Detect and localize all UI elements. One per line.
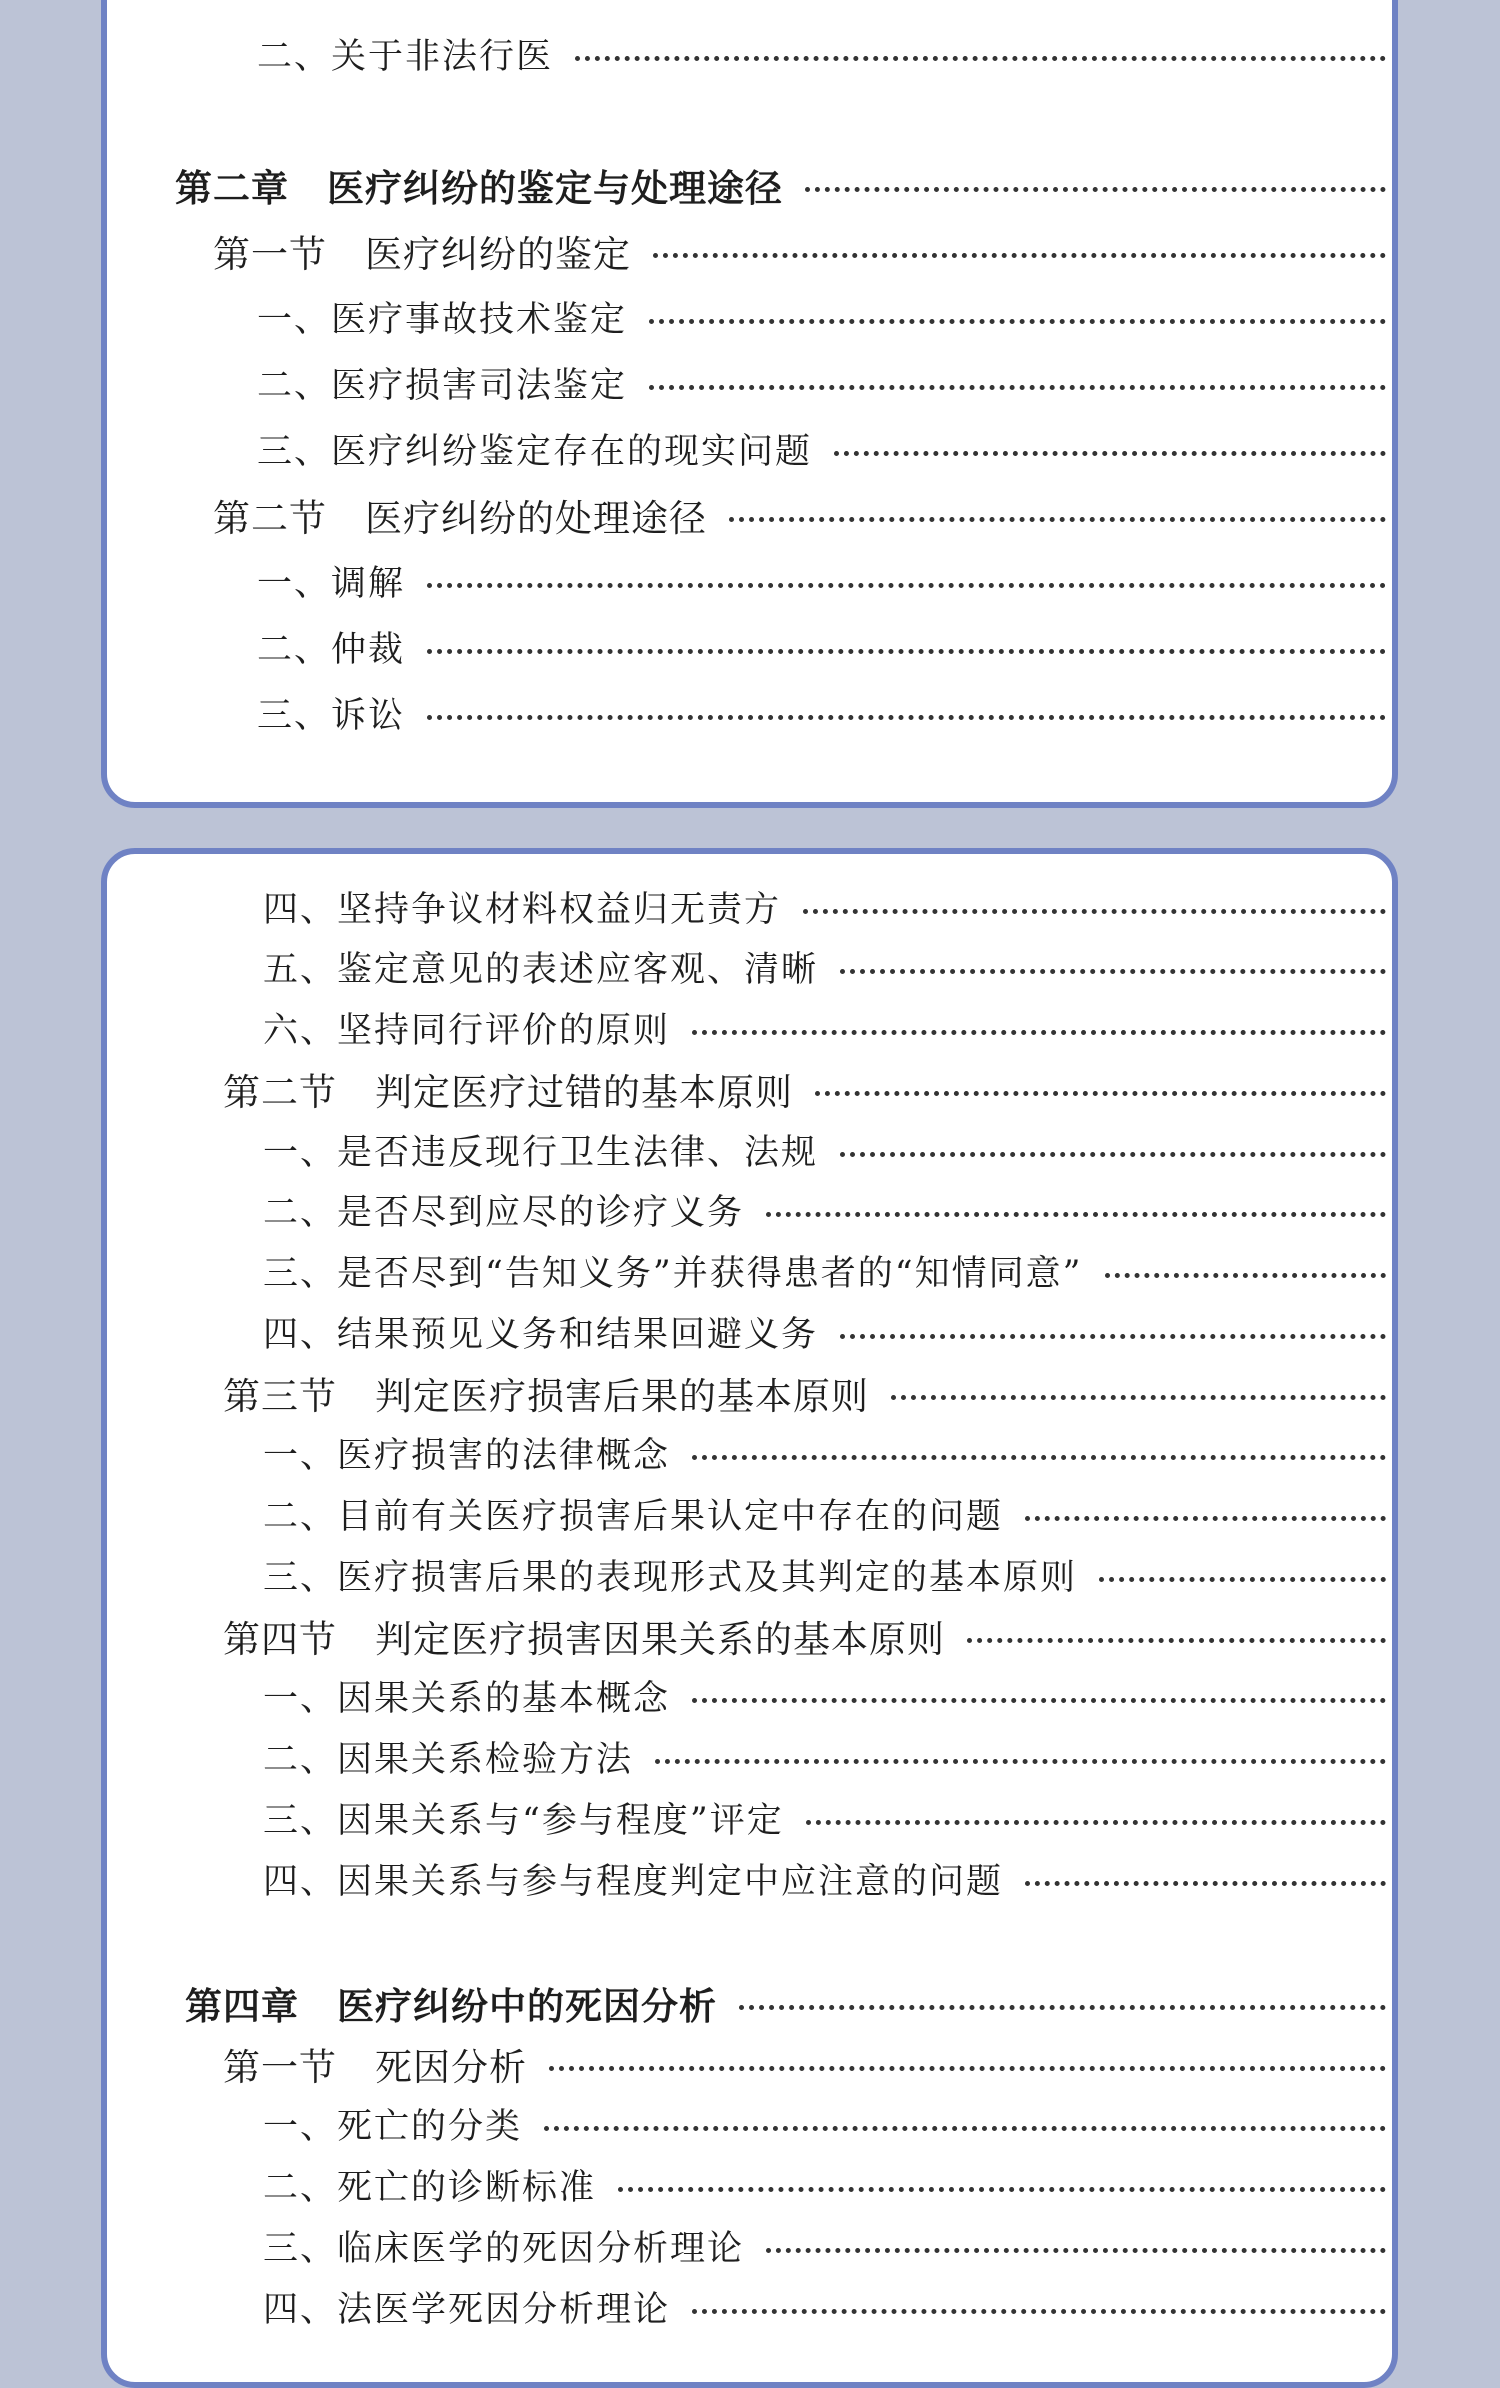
- toc-chapter-text: 第四章 医疗纠纷中的死因分析: [185, 1985, 717, 2028]
- dot-leader: [549, 2066, 1386, 2071]
- toc-item: [107, 2280, 1392, 2334]
- toc-section-text: 第二节 医疗纠纷的处理途径: [213, 497, 707, 540]
- toc-item: [107, 554, 1392, 608]
- toc-item-text: 二、是否尽到应尽的诊疗义务: [263, 1193, 745, 1233]
- toc-item: [107, 422, 1392, 476]
- toc-item: [107, 1487, 1392, 1541]
- toc-item: [107, 940, 1392, 994]
- toc-item-text: 三、因果关系与“参与程度”评定: [263, 1801, 784, 1841]
- dot-leader: [653, 253, 1386, 258]
- dot-leader: [967, 1638, 1386, 1643]
- toc-chapter: [107, 1976, 1392, 2030]
- toc-item-text: 四、坚持争议材料权益归无责方: [263, 890, 782, 930]
- toc-item-text: 三、是否尽到“告知义务”并获得患者的“知情同意”: [263, 1254, 1083, 1294]
- toc-item: [107, 1791, 1392, 1845]
- toc-item: [107, 1852, 1392, 1906]
- toc-item: [107, 620, 1392, 674]
- toc-item-text: 六、坚持同行评价的原则: [263, 1011, 671, 1051]
- toc-section-text: 第一节 医疗纠纷的鉴定: [213, 233, 631, 276]
- toc-item: [107, 1426, 1392, 1480]
- toc-item: [107, 2219, 1392, 2273]
- toc-section: [107, 1366, 1392, 1420]
- toc-panel-top: [101, 0, 1398, 808]
- toc-item-text: 五、鉴定意见的表述应客观、清晰: [263, 950, 819, 990]
- toc-section: [107, 2037, 1392, 2091]
- dot-leader: [427, 715, 1386, 720]
- toc-item: [107, 1183, 1392, 1237]
- toc-item-text: 二、医疗损害司法鉴定: [257, 366, 628, 406]
- dot-leader: [692, 2309, 1386, 2314]
- toc-item: [107, 686, 1392, 740]
- toc-item-text: 一、医疗事故技术鉴定: [257, 300, 628, 340]
- dot-leader: [739, 2005, 1386, 2010]
- dot-leader: [618, 2187, 1386, 2192]
- toc-chapter-text: 第二章 医疗纠纷的鉴定与处理途径: [175, 167, 783, 210]
- dot-leader: [692, 1030, 1386, 1035]
- dot-leader: [805, 187, 1386, 192]
- toc-item: [107, 27, 1392, 81]
- toc-item: [107, 1244, 1392, 1298]
- dot-leader: [1025, 1881, 1386, 1886]
- toc-section-text: 第三节 判定医疗损害后果的基本原则: [223, 1375, 869, 1418]
- toc-item-text: 三、医疗损害后果的表现形式及其判定的基本原则: [263, 1558, 1078, 1598]
- dot-leader: [692, 1698, 1386, 1703]
- toc-item: [107, 1123, 1392, 1177]
- toc-item: [107, 880, 1392, 934]
- toc-panel-bottom: [101, 848, 1398, 2388]
- toc-section-text: 第一节 死因分析: [223, 2046, 527, 2089]
- toc-item-text: 一、医疗损害的法律概念: [263, 1436, 671, 1476]
- toc-section-text: 第四节 判定医疗损害因果关系的基本原则: [223, 1618, 945, 1661]
- toc-item-text: 四、结果预见义务和结果回避义务: [263, 1315, 819, 1355]
- dot-leader: [649, 385, 1386, 390]
- toc-item: [107, 290, 1392, 344]
- toc-item-text: 三、诉讼: [257, 696, 406, 736]
- toc-chapter: [107, 158, 1392, 212]
- toc-item-text: 一、是否违反现行卫生法律、法规: [263, 1133, 819, 1173]
- toc-item-text: 三、临床医学的死因分析理论: [263, 2229, 745, 2269]
- toc-item: [107, 2158, 1392, 2212]
- dot-leader: [655, 1759, 1386, 1764]
- toc-item-text: 二、因果关系检验方法: [263, 1740, 634, 1780]
- dot-leader: [427, 649, 1386, 654]
- toc-item-text: 四、法医学死因分析理论: [263, 2290, 671, 2330]
- dot-leader: [1025, 1516, 1386, 1521]
- dot-leader: [834, 451, 1386, 456]
- dot-leader: [766, 1212, 1386, 1217]
- toc-item-text: 二、目前有关医疗损害后果认定中存在的问题: [263, 1497, 1004, 1537]
- toc-section-text: 第二节 判定医疗过错的基本原则: [223, 1071, 793, 1114]
- toc-section: [107, 224, 1392, 278]
- toc-item-text: 三、医疗纠纷鉴定存在的现实问题: [257, 432, 813, 472]
- toc-item-text: 二、关于非法行医: [257, 37, 554, 77]
- toc-item: [107, 356, 1392, 410]
- toc-item-text: 一、死亡的分类: [263, 2107, 523, 2147]
- dot-leader: [840, 1334, 1386, 1339]
- toc-item: [107, 1305, 1392, 1359]
- dot-leader: [891, 1395, 1386, 1400]
- toc-item-text: 一、调解: [257, 564, 406, 604]
- dot-leader: [803, 909, 1386, 914]
- toc-item-text: 一、因果关系的基本概念: [263, 1679, 671, 1719]
- toc-item: [107, 2097, 1392, 2151]
- dot-leader: [840, 969, 1386, 974]
- dot-leader: [575, 56, 1386, 61]
- dot-leader: [729, 517, 1386, 522]
- toc-item-text: 二、仲裁: [257, 630, 406, 670]
- toc-item: [107, 1001, 1392, 1055]
- dot-leader: [1105, 1273, 1386, 1278]
- toc-item: [107, 1669, 1392, 1723]
- toc-item: [107, 1548, 1392, 1602]
- toc-item: [107, 1730, 1392, 1784]
- toc-item-text: 二、死亡的诊断标准: [263, 2168, 597, 2208]
- dot-leader: [806, 1820, 1386, 1825]
- dot-leader: [427, 583, 1386, 588]
- dot-leader: [840, 1152, 1386, 1157]
- toc-section: [107, 1062, 1392, 1116]
- toc-section: [107, 1609, 1392, 1663]
- dot-leader: [766, 2248, 1386, 2253]
- dot-leader: [815, 1091, 1386, 1096]
- dot-leader: [1099, 1577, 1386, 1582]
- toc-section: [107, 488, 1392, 542]
- dot-leader: [649, 319, 1386, 324]
- toc-item-text: 四、因果关系与参与程度判定中应注意的问题: [263, 1862, 1004, 1902]
- dot-leader: [692, 1455, 1386, 1460]
- dot-leader: [544, 2126, 1386, 2131]
